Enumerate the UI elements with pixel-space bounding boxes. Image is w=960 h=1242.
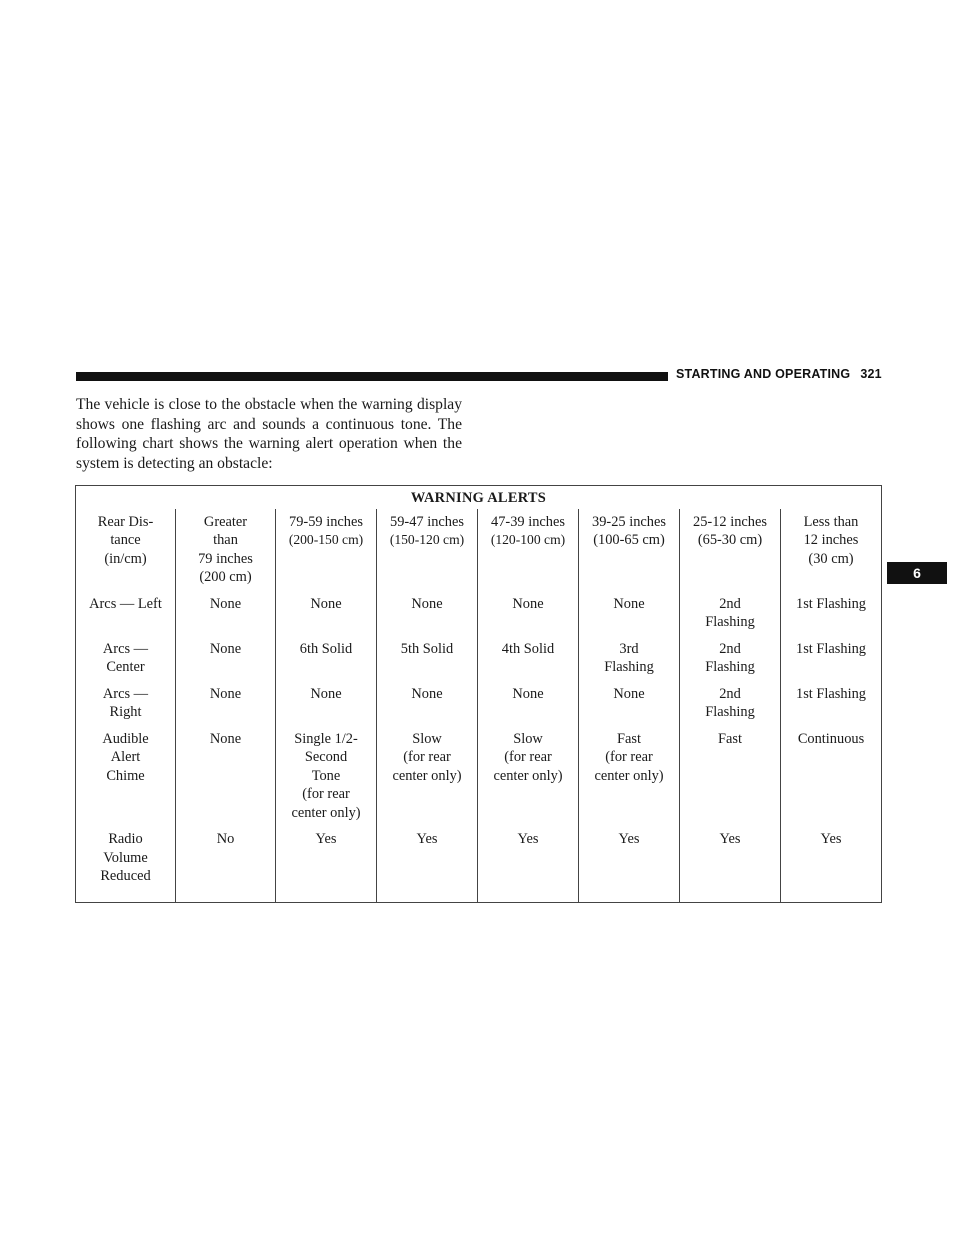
table-row: [76, 681, 882, 726]
column-header: 39-25 inches (100-65 cm): [579, 509, 680, 591]
table-row: [76, 591, 882, 636]
table-cell: 2nd Flashing: [680, 591, 781, 636]
table-cell: 5th Solid: [377, 636, 478, 681]
table-cell: None: [276, 591, 377, 636]
table-cell: 6th Solid: [276, 636, 377, 681]
column-header: 47-39 inches (120-100 cm): [478, 509, 579, 591]
table-cell: None: [176, 726, 276, 827]
table-cell: None: [377, 681, 478, 726]
table-cell: Single 1/2- Second Tone (for rear center only): [276, 726, 377, 827]
table-cell: None: [478, 681, 579, 726]
section-title: STARTING AND OPERATING: [676, 367, 851, 381]
table-cell: Arcs — Center: [76, 636, 176, 681]
column-header: 79-59 inches (200-150 cm): [276, 509, 377, 591]
table-cell: Fast (for rear center only): [579, 726, 680, 827]
table-row: [76, 726, 882, 827]
table-cell: None: [478, 591, 579, 636]
table-cell: Yes: [579, 826, 680, 902]
table-cell: Yes: [781, 826, 882, 902]
intro-paragraph: The vehicle is close to the obstacle when the warning display shows one flashing arc and sounds a continuous tone. The following chart shows the warning alert operation when the system is detecting an obstacle:: [76, 396, 462, 472]
table-cell: 3rd Flashing: [579, 636, 680, 681]
table-cell: 4th Solid: [478, 636, 579, 681]
column-header: 25-12 inches (65-30 cm): [680, 509, 781, 591]
table-cell: Arcs — Right: [76, 681, 176, 726]
column-header: Less than 12 inches (30 cm): [781, 509, 882, 591]
table-row: [76, 826, 882, 902]
table-cell: None: [176, 636, 276, 681]
table-cell: None: [579, 591, 680, 636]
table-cell: Yes: [377, 826, 478, 902]
table-row: [76, 636, 882, 681]
table-cell: Arcs — Left: [76, 591, 176, 636]
table-cell: Slow (for rear center only): [478, 726, 579, 827]
table-cell: 2nd Flashing: [680, 681, 781, 726]
table-cell: No: [176, 826, 276, 902]
table-cell: None: [176, 681, 276, 726]
table-cell: Continuous: [781, 726, 882, 827]
column-header: Rear Dis- tance (in/cm): [76, 509, 176, 591]
table-cell: Slow (for rear center only): [377, 726, 478, 827]
warning-alerts-table: [75, 485, 882, 903]
column-header: Greater than 79 inches (200 cm): [176, 509, 276, 591]
page-header: [676, 367, 882, 381]
table-cell: None: [377, 591, 478, 636]
table-header-row: [76, 509, 882, 591]
chapter-tab: 6: [887, 562, 947, 584]
header-rule: [76, 372, 668, 381]
table-cell: Yes: [478, 826, 579, 902]
table-cell: Yes: [680, 826, 781, 902]
table-cell: None: [176, 591, 276, 636]
table-cell: 1st Flashing: [781, 636, 882, 681]
page-number: 321: [860, 367, 882, 381]
table-cell: Audible Alert Chime: [76, 726, 176, 827]
table-cell: 1st Flashing: [781, 591, 882, 636]
column-header: 59-47 inches (150-120 cm): [377, 509, 478, 591]
table-cell: Yes: [276, 826, 377, 902]
table-cell: 1st Flashing: [781, 681, 882, 726]
table-title: WARNING ALERTS: [76, 486, 882, 509]
table-cell: 2nd Flashing: [680, 636, 781, 681]
table-cell: Fast: [680, 726, 781, 827]
table-cell: None: [579, 681, 680, 726]
table-cell: None: [276, 681, 377, 726]
table-cell: Radio Volume Reduced: [76, 826, 176, 902]
